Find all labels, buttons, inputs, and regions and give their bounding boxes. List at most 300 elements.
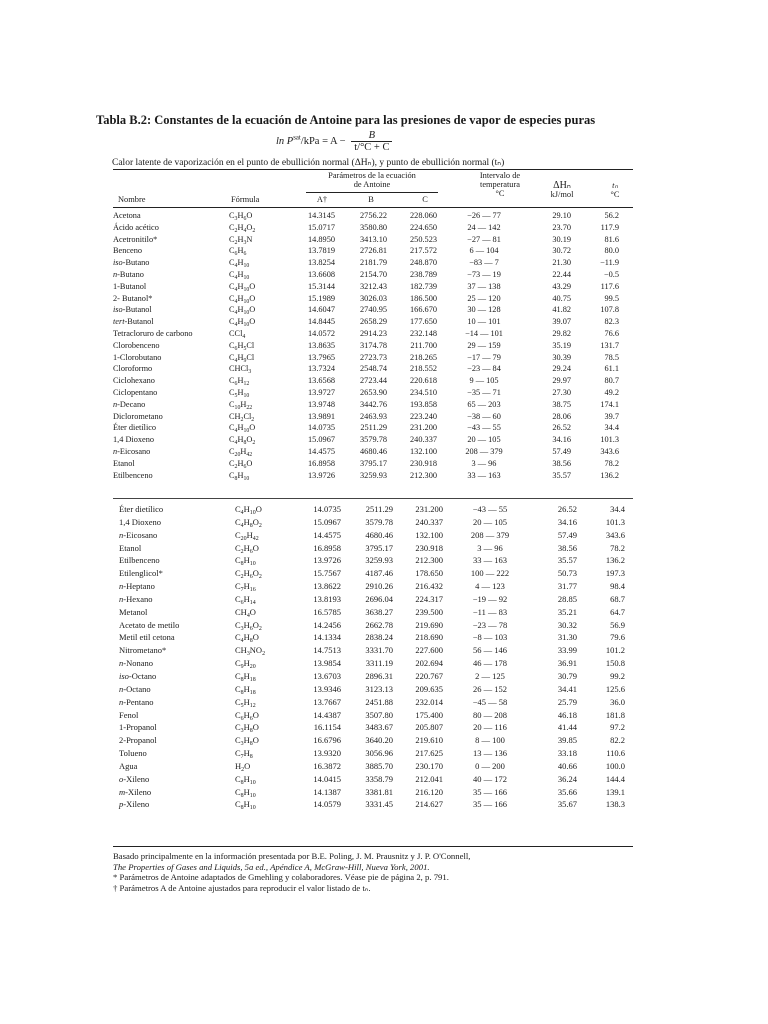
table-row (119, 516, 625, 529)
antoine-b: 2511.29 (365, 504, 393, 514)
antoine-c: 218.552 (410, 364, 437, 374)
antoine-b: 3507.80 (365, 709, 393, 720)
antoine-a: 13.7965 (308, 352, 335, 362)
compound-formula: $CH_3NO_2$ (235, 645, 266, 658)
enthalpy-vap: 34.16 (557, 516, 577, 527)
compound-name: o-Xileno (119, 773, 150, 784)
antoine-c: 209.635 (415, 683, 443, 694)
antoine-c: 228.060 (410, 211, 437, 220)
antoine-a: 13.7819 (308, 246, 335, 256)
boiling-point: 78.2 (604, 458, 619, 468)
boiling-point: 125.6 (605, 683, 625, 694)
boiling-point: 197.3 (605, 568, 625, 579)
antoine-a: 14.0572 (308, 328, 335, 338)
boiling-point: 100.0 (605, 760, 625, 771)
antoine-c: 250.523 (410, 234, 437, 244)
antoine-b: 3212.43 (360, 281, 387, 291)
antoine-c: 220.767 (415, 670, 443, 681)
params-group-rule (306, 192, 438, 193)
compound-formula: $C_4H_8O$ (235, 632, 259, 645)
enthalpy-vap: 35.19 (552, 340, 571, 350)
header-dh-unit: kJ/mol (550, 190, 574, 199)
boiling-point: −0.5 (603, 269, 619, 279)
antoine-b: 3026.03 (360, 293, 387, 303)
antoine-c: 175.400 (415, 709, 443, 720)
antoine-c: 219.690 (415, 619, 443, 630)
compound-name: Etanol (119, 542, 142, 553)
boiling-point: 150.8 (605, 658, 625, 669)
enthalpy-vap: 38.56 (557, 542, 577, 553)
compound-name: Benceno (113, 246, 143, 256)
table-row (113, 293, 619, 305)
enthalpy-vap: 35.21 (557, 606, 577, 617)
table-row (113, 422, 619, 434)
compound-formula: $C_3H_8O$ (235, 735, 259, 748)
table-row (113, 434, 619, 446)
antoine-c: 212.041 (415, 773, 443, 784)
table-row (119, 503, 625, 516)
boiling-point: 64.7 (610, 606, 625, 617)
enthalpy-vap: 25.79 (557, 696, 577, 707)
enthalpy-vap: 21.30 (552, 258, 571, 268)
table-row (119, 593, 625, 606)
antoine-b: 3795.17 (360, 458, 387, 468)
compound-name: m-Xileno (119, 786, 152, 797)
boiling-point: 80.0 (604, 246, 619, 256)
boiling-point: 34.4 (610, 504, 625, 514)
antoine-a: 13.8193 (313, 593, 341, 604)
table-row (113, 411, 619, 423)
temperature-range: 4 — 123 (475, 581, 505, 592)
antoine-a: 16.6796 (313, 735, 341, 746)
enthalpy-vap: 46.18 (557, 709, 577, 720)
antoine-equation (276, 130, 392, 153)
antoine-b: 2896.31 (365, 670, 393, 681)
compound-formula: $C_8H_{18}$ (235, 683, 256, 696)
antoine-a: 13.9891 (308, 411, 335, 421)
header-top-rule (113, 169, 633, 170)
antoine-c: 202.694 (415, 658, 443, 669)
compound-formula: $C_6H_5Cl$ (229, 340, 255, 352)
table-row (119, 606, 625, 619)
compound-name: Éter dietílico (113, 423, 157, 433)
temperature-range: −14 — 101 (465, 328, 503, 338)
antoine-c: 218.690 (415, 632, 443, 643)
antoine-b: 2653.90 (360, 387, 387, 397)
antoine-a: 13.9727 (308, 387, 335, 397)
antoine-a: 13.8635 (308, 340, 335, 350)
temperature-range: 3 — 96 (471, 458, 497, 468)
temperature-range: 35 — 166 (473, 786, 507, 797)
antoine-a: 14.8950 (308, 234, 335, 244)
boiling-point: 68.7 (610, 593, 625, 604)
table-row (119, 529, 625, 542)
antoine-b: 3640.20 (365, 735, 393, 746)
compound-formula: $C_5H_{12}$ (235, 696, 256, 709)
antoine-a: 13.8622 (313, 581, 341, 592)
temperature-range: 9 — 105 (469, 376, 499, 386)
equation-denominator: t/°C + C (354, 142, 390, 153)
antoine-c: 240.337 (415, 516, 443, 527)
antoine-c: 186.500 (410, 293, 437, 303)
compound-name: n-Decano (113, 399, 146, 409)
temperature-range: 0 — 200 (475, 760, 505, 771)
antoine-b: 2463.93 (360, 411, 387, 421)
antoine-a: 13.7667 (313, 696, 341, 707)
temperature-range: −19 — 92 (472, 593, 508, 604)
table-row (113, 340, 619, 352)
temperature-range: −43 — 55 (467, 423, 501, 433)
temperature-range: 37 — 138 (467, 281, 501, 291)
table-row (119, 709, 625, 722)
antoine-c: 182.739 (410, 281, 437, 291)
antoine-c: 212.300 (415, 555, 443, 566)
enthalpy-vap: 28.85 (557, 593, 577, 604)
temperature-range: 33 — 163 (467, 470, 501, 480)
compound-formula: $C_4H_{10}$ (229, 258, 250, 270)
compound-name: 1-Clorobutano (113, 352, 162, 362)
boiling-point: 80.7 (604, 376, 619, 386)
compound-formula: $C_3H_6O_2$ (235, 619, 262, 632)
antoine-a: 13.8254 (308, 258, 335, 268)
table-row (119, 657, 625, 670)
compound-name: n-Butano (113, 269, 144, 279)
antoine-b: 3795.17 (365, 542, 393, 553)
enthalpy-vap: 36.91 (557, 658, 577, 669)
compound-name: Tetracloruro de carbono (113, 328, 193, 338)
temperature-range: 35 — 166 (473, 799, 507, 810)
antoine-a: 14.0735 (308, 423, 335, 433)
temperature-range: 13 — 136 (473, 748, 507, 759)
antoine-b: 3638.27 (365, 606, 393, 617)
temperature-range: −38 — 60 (467, 411, 501, 421)
antoine-c: 230.170 (415, 760, 443, 771)
antoine-c: 217.625 (415, 748, 443, 759)
antoine-b: 2756.22 (360, 211, 387, 220)
antoine-b: 3358.79 (365, 773, 393, 784)
header-tn-symbol: tₙ (612, 181, 618, 190)
antoine-c: 132.100 (415, 529, 443, 540)
compound-formula: $C_3H_8O$ (235, 722, 259, 735)
table-row (119, 670, 625, 683)
temperature-range: 2 — 125 (475, 670, 505, 681)
enthalpy-vap: 31.30 (557, 632, 577, 643)
antoine-a: 14.3145 (308, 211, 335, 220)
antoine-a: 13.6568 (308, 376, 335, 386)
compound-name: Etilbenceno (119, 555, 160, 566)
boiling-point: 110.6 (606, 748, 625, 759)
table-row (113, 458, 619, 470)
temperature-range: −43 — 55 (472, 504, 508, 514)
temperature-range: 46 — 178 (473, 658, 507, 669)
enthalpy-vap: 35.66 (557, 786, 577, 797)
antoine-b: 2662.78 (365, 619, 393, 630)
footnote-line: * Parámetros de Antoine adaptados de Gmehling y colaboradores. Véase pie de página 2, p. 791. (113, 872, 449, 882)
compound-formula: $C_8H_{10}$ (235, 786, 256, 799)
antoine-b: 2658.29 (360, 317, 387, 327)
enthalpy-vap: 35.57 (557, 555, 577, 566)
compound-name: n-Eicosano (113, 446, 151, 456)
antoine-a: 14.0735 (313, 504, 341, 514)
compound-formula: $C_4H_{10}$ (229, 269, 250, 281)
antoine-b: 2740.95 (360, 305, 387, 315)
footnote-line: The Properties of Gases and Liquids, 5a ed., Apéndice A, McGraw-Hill, Nueva York, 2001. (113, 861, 430, 872)
compound-formula: $C_3H_6O$ (229, 211, 253, 222)
antoine-a: 15.7567 (313, 568, 341, 579)
antoine-a: 14.2456 (313, 619, 341, 630)
antoine-c: 216.120 (415, 786, 443, 797)
compound-name: Nitrometano* (119, 645, 167, 656)
temperature-range: 80 — 208 (473, 709, 507, 720)
boiling-point: 76.6 (604, 328, 619, 338)
table-row (113, 222, 619, 234)
compound-name: Metil etil cetona (119, 632, 175, 643)
compound-formula: $C_4H_{10}O$ (229, 281, 256, 293)
antoine-c: 230.918 (410, 458, 437, 468)
boiling-point: 97.2 (610, 722, 625, 733)
enthalpy-vap: 43.29 (552, 281, 571, 291)
table-footnotes (113, 851, 673, 893)
table-row (113, 363, 619, 375)
antoine-a: 14.1334 (313, 632, 341, 643)
antoine-c: 193.858 (410, 399, 437, 409)
temperature-range: −73 — 19 (467, 269, 501, 279)
antoine-a: 16.1154 (313, 722, 341, 733)
boiling-point: 49.2 (604, 387, 619, 397)
antoine-a: 15.0967 (313, 516, 341, 527)
temperature-range: 6 — 104 (469, 246, 499, 256)
table-row (119, 644, 625, 657)
antoine-a: 13.9748 (308, 399, 335, 409)
table-row (113, 470, 619, 482)
antoine-c: 178.650 (415, 568, 443, 579)
enthalpy-vap: 29.82 (552, 328, 571, 338)
antoine-a: 15.0967 (308, 435, 335, 445)
compound-formula: $H_2O$ (235, 760, 251, 773)
enthalpy-vap: 30.79 (557, 670, 577, 681)
compound-formula: $C_6H_{12}$ (229, 376, 250, 388)
antoine-c: 224.650 (410, 222, 437, 232)
boiling-point: 117.9 (600, 222, 619, 232)
antoine-c: 230.918 (415, 542, 443, 553)
compound-name: Ciclopentano (113, 387, 158, 397)
antoine-c: 211.700 (410, 340, 437, 350)
compound-name: n-Hexano (119, 593, 153, 604)
table-row (113, 328, 619, 340)
temperature-range: 29 — 159 (467, 340, 501, 350)
boiling-point: 78.5 (604, 352, 619, 362)
temperature-range: 56 — 146 (473, 645, 507, 656)
antoine-b: 3331.70 (365, 645, 393, 656)
antoine-b: 3259.93 (360, 470, 387, 480)
enthalpy-vap: 39.85 (557, 735, 577, 746)
antoine-c: 224.317 (415, 593, 443, 604)
compound-formula: $C_4H_{10}O$ (229, 305, 256, 317)
compound-formula: $C_6H_6$ (229, 246, 247, 258)
antoine-b: 3174.78 (360, 340, 387, 350)
antoine-a: 13.9346 (313, 683, 341, 694)
table-row (119, 773, 625, 786)
enthalpy-vap: 31.77 (557, 581, 577, 592)
temperature-range: 100 — 222 (470, 568, 510, 579)
compound-formula: $C_8H_{10}$ (235, 555, 256, 568)
compound-formula: $C_9H_{20}$ (235, 658, 256, 671)
table-row (119, 734, 625, 747)
boiling-point: 138.3 (605, 799, 625, 810)
antoine-b: 2451.88 (365, 696, 393, 707)
compound-name: Ácido acético (113, 222, 159, 232)
compound-formula: CCl$_4$ (229, 328, 246, 340)
compound-formula: $C_2H_3N$ (229, 234, 253, 246)
antoine-b: 2910.26 (365, 581, 393, 592)
header-formula: Fórmula (231, 195, 260, 204)
boiling-point: 61.1 (604, 364, 619, 374)
table-row (113, 304, 619, 316)
compound-formula: $C_4H_9Cl$ (229, 352, 255, 364)
compound-name: n-Pentano (119, 696, 154, 707)
temperature-range: −27 — 81 (467, 234, 501, 244)
compound-formula: $C_4H_8O_2$ (229, 435, 256, 447)
compound-formula: $C_6H_6O$ (235, 709, 259, 722)
table-row (119, 580, 625, 593)
enthalpy-vap: 39.07 (552, 317, 571, 327)
equation-sup: sat (293, 134, 301, 142)
boiling-point: 82.3 (604, 317, 619, 327)
antoine-c: 240.337 (410, 435, 437, 445)
compound-formula: $C_2H_4O_2$ (229, 222, 256, 234)
table-row (113, 234, 619, 246)
antoine-b: 4187.46 (365, 568, 393, 579)
header-params-group (302, 171, 442, 189)
compound-name: iso-Butanol (113, 305, 152, 315)
antoine-a: 16.5785 (313, 606, 341, 617)
compound-formula: $CH_2Cl_2$ (229, 411, 255, 423)
compound-name: Agua (119, 760, 138, 771)
antoine-c: 239.500 (415, 606, 443, 617)
temperature-range: 26 — 152 (473, 683, 507, 694)
enthalpy-vap: 23.70 (552, 222, 571, 232)
boiling-point: 34.4 (604, 423, 619, 433)
table-row (113, 245, 619, 257)
compound-name: 2- Butanol* (113, 293, 153, 303)
enthalpy-vap: 35.57 (552, 470, 571, 480)
compound-name: n-Octano (119, 683, 151, 694)
antoine-a: 15.0717 (308, 222, 335, 232)
antoine-b: 4680.46 (360, 446, 387, 456)
enthalpy-vap: 26.52 (557, 504, 577, 514)
equation-lhs: ln P (276, 135, 294, 147)
enthalpy-vap: 33.99 (557, 645, 577, 656)
compound-formula: $C_4H_{10}O$ (229, 423, 256, 435)
antoine-b: 2696.04 (365, 593, 393, 604)
temperature-range: 40 — 172 (473, 773, 507, 784)
boiling-point: −11.9 (600, 258, 619, 268)
compound-formula: $C_7H_8$ (235, 748, 253, 761)
antoine-c: 231.200 (415, 504, 443, 514)
compound-name: Ciclohexano (113, 376, 155, 386)
antoine-a: 15.3144 (308, 281, 335, 291)
antoine-c: 217.572 (410, 246, 437, 256)
boiling-point: 136.2 (605, 555, 625, 566)
antoine-b: 4680.46 (365, 529, 393, 540)
temperature-range: −83 — 7 (469, 258, 499, 268)
enthalpy-vap: 26.52 (552, 423, 571, 433)
table-row (119, 696, 625, 709)
antoine-a: 16.3872 (313, 760, 341, 771)
antoine-c: 177.650 (410, 317, 437, 327)
compound-formula: CHCl$_3$ (229, 364, 252, 376)
boiling-point: 181.8 (605, 709, 625, 720)
enthalpy-vap: 35.67 (557, 799, 577, 810)
table-title: Tabla B.2: Constantes de la ecuación de Antoine para las presiones de vapor de especies puras (96, 113, 596, 127)
antoine-c: 248.870 (410, 258, 437, 268)
boiling-point: 82.2 (610, 735, 625, 746)
enthalpy-vap: 57.49 (557, 529, 577, 540)
temperature-range: −17 — 79 (467, 352, 501, 362)
antoine-b: 2154.70 (360, 269, 387, 279)
temperature-range: 20 — 105 (473, 516, 507, 527)
boiling-point: 56.9 (610, 619, 625, 630)
antoine-b: 3381.81 (365, 786, 393, 797)
boiling-point: 107.8 (600, 305, 619, 315)
enthalpy-vap: 34.16 (552, 435, 571, 445)
boiling-point: 78.2 (610, 542, 625, 553)
antoine-c: 132.100 (410, 446, 437, 456)
data-table-top (113, 210, 619, 481)
boiling-point: 144.4 (605, 773, 625, 784)
boiling-point: 343.6 (600, 446, 619, 456)
table-row (113, 281, 619, 293)
boiling-point: 56.2 (604, 211, 619, 220)
table-row (119, 542, 625, 555)
enthalpy-vap: 30.39 (552, 352, 571, 362)
compound-formula: $C_2H_6O$ (229, 458, 253, 470)
header-tn (597, 181, 633, 199)
compound-formula: $C_4H_8O_2$ (235, 516, 262, 529)
antoine-a: 16.8958 (308, 458, 335, 468)
antoine-a: 14.4575 (308, 446, 335, 456)
boiling-point: 117.6 (600, 281, 619, 291)
compound-name: Clorobenceno (113, 340, 160, 350)
antoine-c: 234.510 (410, 387, 437, 397)
enthalpy-vap: 41.82 (552, 305, 571, 315)
boiling-point: 101.2 (605, 645, 625, 656)
compound-formula: $C_7H_{16}$ (235, 581, 256, 594)
enthalpy-vap: 38.75 (552, 399, 571, 409)
antoine-a: 14.7513 (313, 645, 341, 656)
enthalpy-vap: 33.18 (557, 748, 577, 759)
table-row (113, 399, 619, 411)
table-row (119, 683, 625, 696)
enthalpy-vap: 30.72 (552, 246, 571, 256)
antoine-c: 238.789 (410, 269, 437, 279)
temperature-range: −45 — 58 (472, 696, 508, 707)
table-row (113, 269, 619, 281)
compound-name: 2-Propanol (119, 735, 157, 746)
antoine-a: 14.4575 (313, 529, 341, 540)
compound-name: n-Nonano (119, 658, 154, 669)
data-table-bottom (119, 503, 625, 811)
antoine-b: 2511.29 (360, 423, 387, 433)
antoine-b: 3442.76 (360, 399, 387, 409)
header-params-line2: de Antoine (353, 180, 391, 189)
header-interval-line2: temperatura (480, 180, 520, 189)
temperature-range: 30 — 128 (467, 305, 501, 315)
table-row (119, 631, 625, 644)
temperature-range: 10 — 101 (467, 317, 501, 327)
table-row (119, 619, 625, 632)
enthalpy-vap: 40.66 (557, 760, 577, 771)
